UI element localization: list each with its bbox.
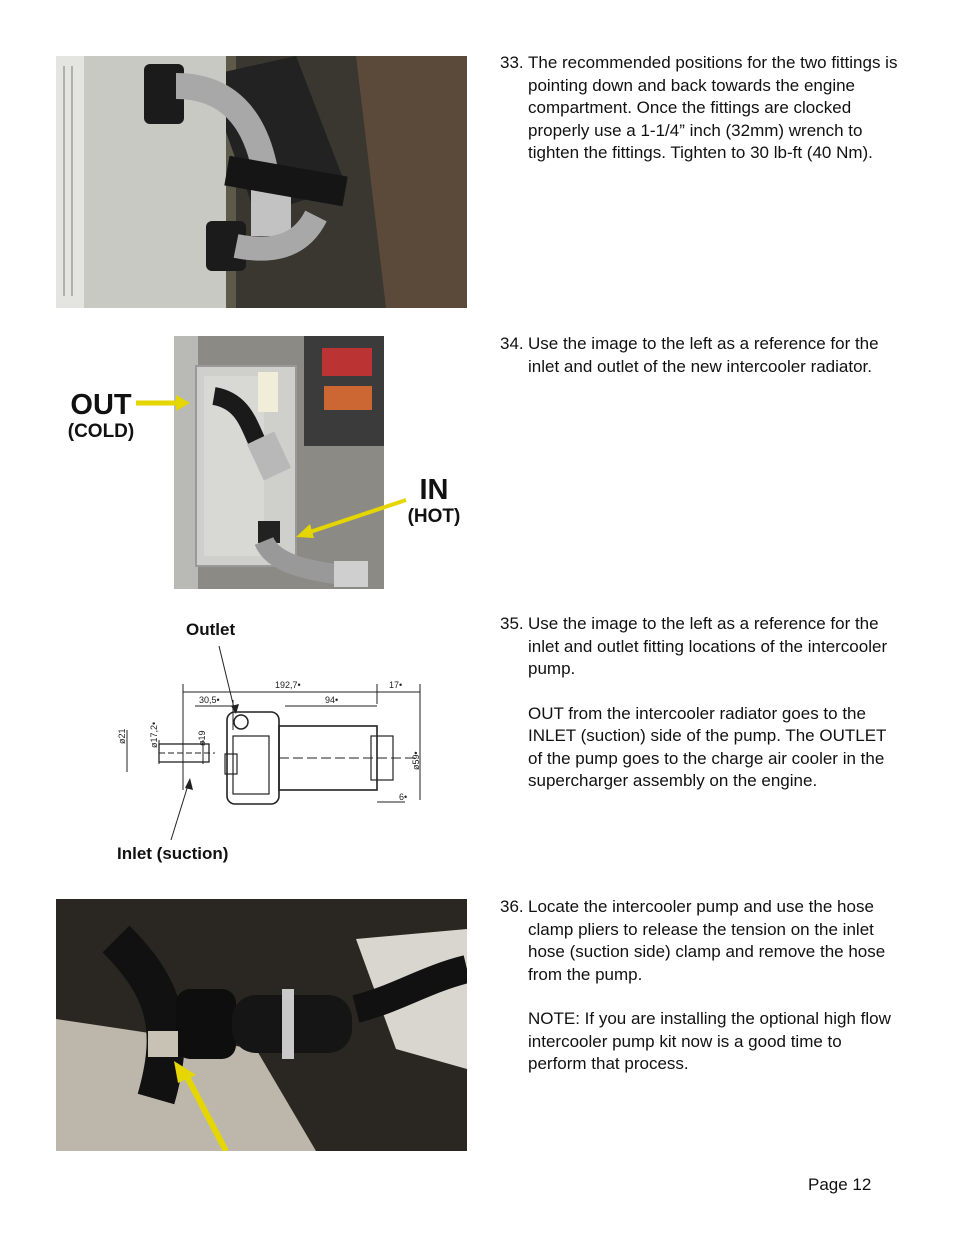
photo-radiator-in-out-illustration [174,336,384,589]
dim-94: 94• [325,695,339,705]
photo-radiator-fittings-illustration [56,56,467,308]
step-35 [500,613,900,815]
dim-dia17: ø17,2• [149,721,159,748]
inlet-leader-line [171,782,189,840]
step-33 [500,52,900,187]
photo-intercooler-pump-illustration [56,899,467,1151]
out-cold-callout [60,390,142,444]
dim-30: 30,5• [199,695,220,705]
page-number: Page 12 [808,1175,872,1194]
pump-outlet-label: Outlet [186,620,236,639]
step-paragraph: Use the image to the left as a reference for the inlet and outlet of the new intercooler radiator. [528,334,879,376]
step-34 [500,333,900,400]
in-sub-label: (HOT) [407,506,461,527]
step-paragraph: Use the image to the left as a reference for the inlet and outlet fitting locations of the intercooler pump. [528,614,888,678]
dim-17: 17• [389,680,403,690]
step-number: 34. [500,334,524,353]
step-number: 36. [500,897,524,916]
step-paragraph: OUT from the intercooler radiator goes to the INLET (suction) side of the pump. The OUTLET of the pump goes to the charge air cooler in the supercharger assembly on the engine. [528,703,887,790]
dim-dia59: ø59• [411,751,421,770]
dim-dia19: ø19 [197,730,207,746]
photo-radiator-fittings [56,56,467,308]
dim-6: 6• [399,792,408,802]
in-label: IN [419,474,449,506]
step-number: 33. [500,53,524,72]
out-arrow [132,392,192,414]
step-number: 35. [500,614,524,633]
dim-overall: 192,7• [275,680,301,690]
photo-intercooler-pump [56,899,467,1151]
step-paragraph: Locate the intercooler pump and use the hose clamp pliers to release the tension on the inlet hose (suction side) clamp and remove the hose from the pump. [528,897,886,984]
step-36 [500,896,900,1098]
step-paragraph: NOTE: If you are installing the optional high flow intercooler pump kit now is a good time to perform that process. [528,1009,891,1073]
pump-dimension-diagram [115,640,440,850]
dim-dia21: ø21 [117,728,127,744]
out-label: OUT [70,389,132,421]
out-sub-label: (COLD) [67,421,135,442]
in-arrow [290,496,410,544]
step-paragraph: The recommended positions for the two fittings is pointing down and back towards the engine compartment. Once the fittings are clocked properly use a 1-1/4” inch (32mm) wrench to tighten the fittings. Tighten to 30 lb-ft (40 Nm). [528,53,898,162]
photo-radiator-in-out [174,336,384,589]
pump-inlet-label: Inlet (suction) [117,844,229,863]
